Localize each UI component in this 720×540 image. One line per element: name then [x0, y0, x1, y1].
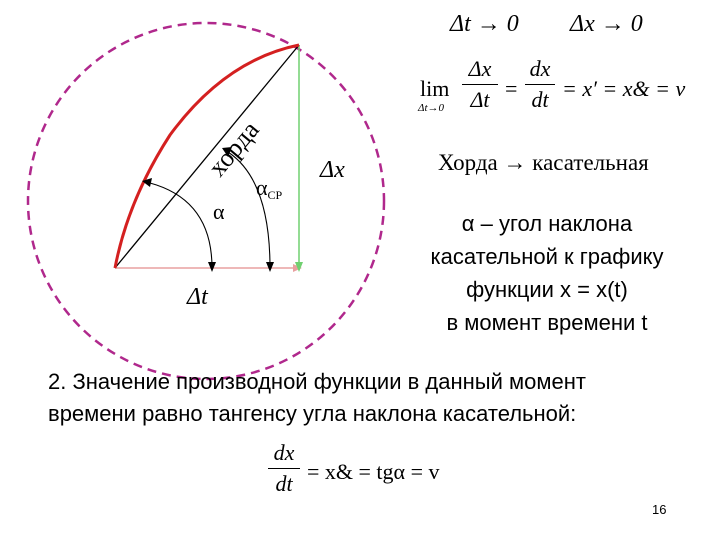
statement [48, 366, 708, 430]
page-number: 16 [652, 502, 667, 517]
alpha-avg-symbol: α [256, 175, 268, 200]
alpha-avg-arc-end-arrow [266, 262, 274, 272]
fraction-bottom [268, 442, 300, 495]
fraction-delta [462, 58, 498, 111]
limit-dt-zero: Δt → 0 [450, 11, 519, 37]
fraction-bottom-bar [268, 468, 300, 469]
derivative-equalities: = x′ = x& = v [562, 76, 686, 101]
alpha-avg-label [256, 177, 282, 201]
equals-sign: = [505, 76, 518, 101]
fraction-differential-denominator: dt [531, 87, 549, 112]
alpha-arc-end-arrow [208, 262, 216, 272]
limit-dx-zero: Δx → 0 [570, 11, 643, 37]
fraction-bottom-numerator: dx [273, 440, 295, 465]
delta-x-label: Δx [320, 157, 345, 183]
fraction-delta-numerator: Δx [468, 56, 492, 81]
delta-t-label: Δt [187, 284, 208, 310]
chord-to-tangent: Хорда → касательная [438, 150, 649, 175]
alpha-avg-subscript: СР [267, 188, 283, 202]
bottom-formula-rest: = x& = tgα = v [307, 459, 440, 484]
alpha-label: α [213, 199, 225, 224]
fraction-bottom-denominator: dt [275, 471, 293, 496]
lim-subscript: Δt→0 [418, 102, 445, 114]
dashed-circle [28, 23, 384, 379]
statement-line2: времени равно тангенсу угла наклона касательной: [48, 400, 577, 426]
statement-line1: 2. Значение производной функции в данный момент [48, 369, 586, 394]
alpha-arc [150, 183, 212, 268]
alpha-description-line2: касательной к графику [430, 244, 664, 269]
fraction-differential [525, 58, 555, 111]
fraction-delta-denominator: Δt [470, 87, 490, 112]
alpha-description-line3: функции x = x(t) [466, 277, 628, 302]
lim-symbol: lim [420, 76, 450, 101]
alpha-description-line1: α – угол наклона [461, 211, 633, 236]
chord-label: хорда [202, 115, 265, 182]
fraction-differential-bar [525, 84, 555, 85]
alpha-description-line4: в момент времени t [446, 310, 648, 335]
alpha-description [392, 207, 702, 339]
fraction-delta-bar [462, 84, 498, 85]
fraction-differential-numerator: dx [529, 56, 551, 81]
